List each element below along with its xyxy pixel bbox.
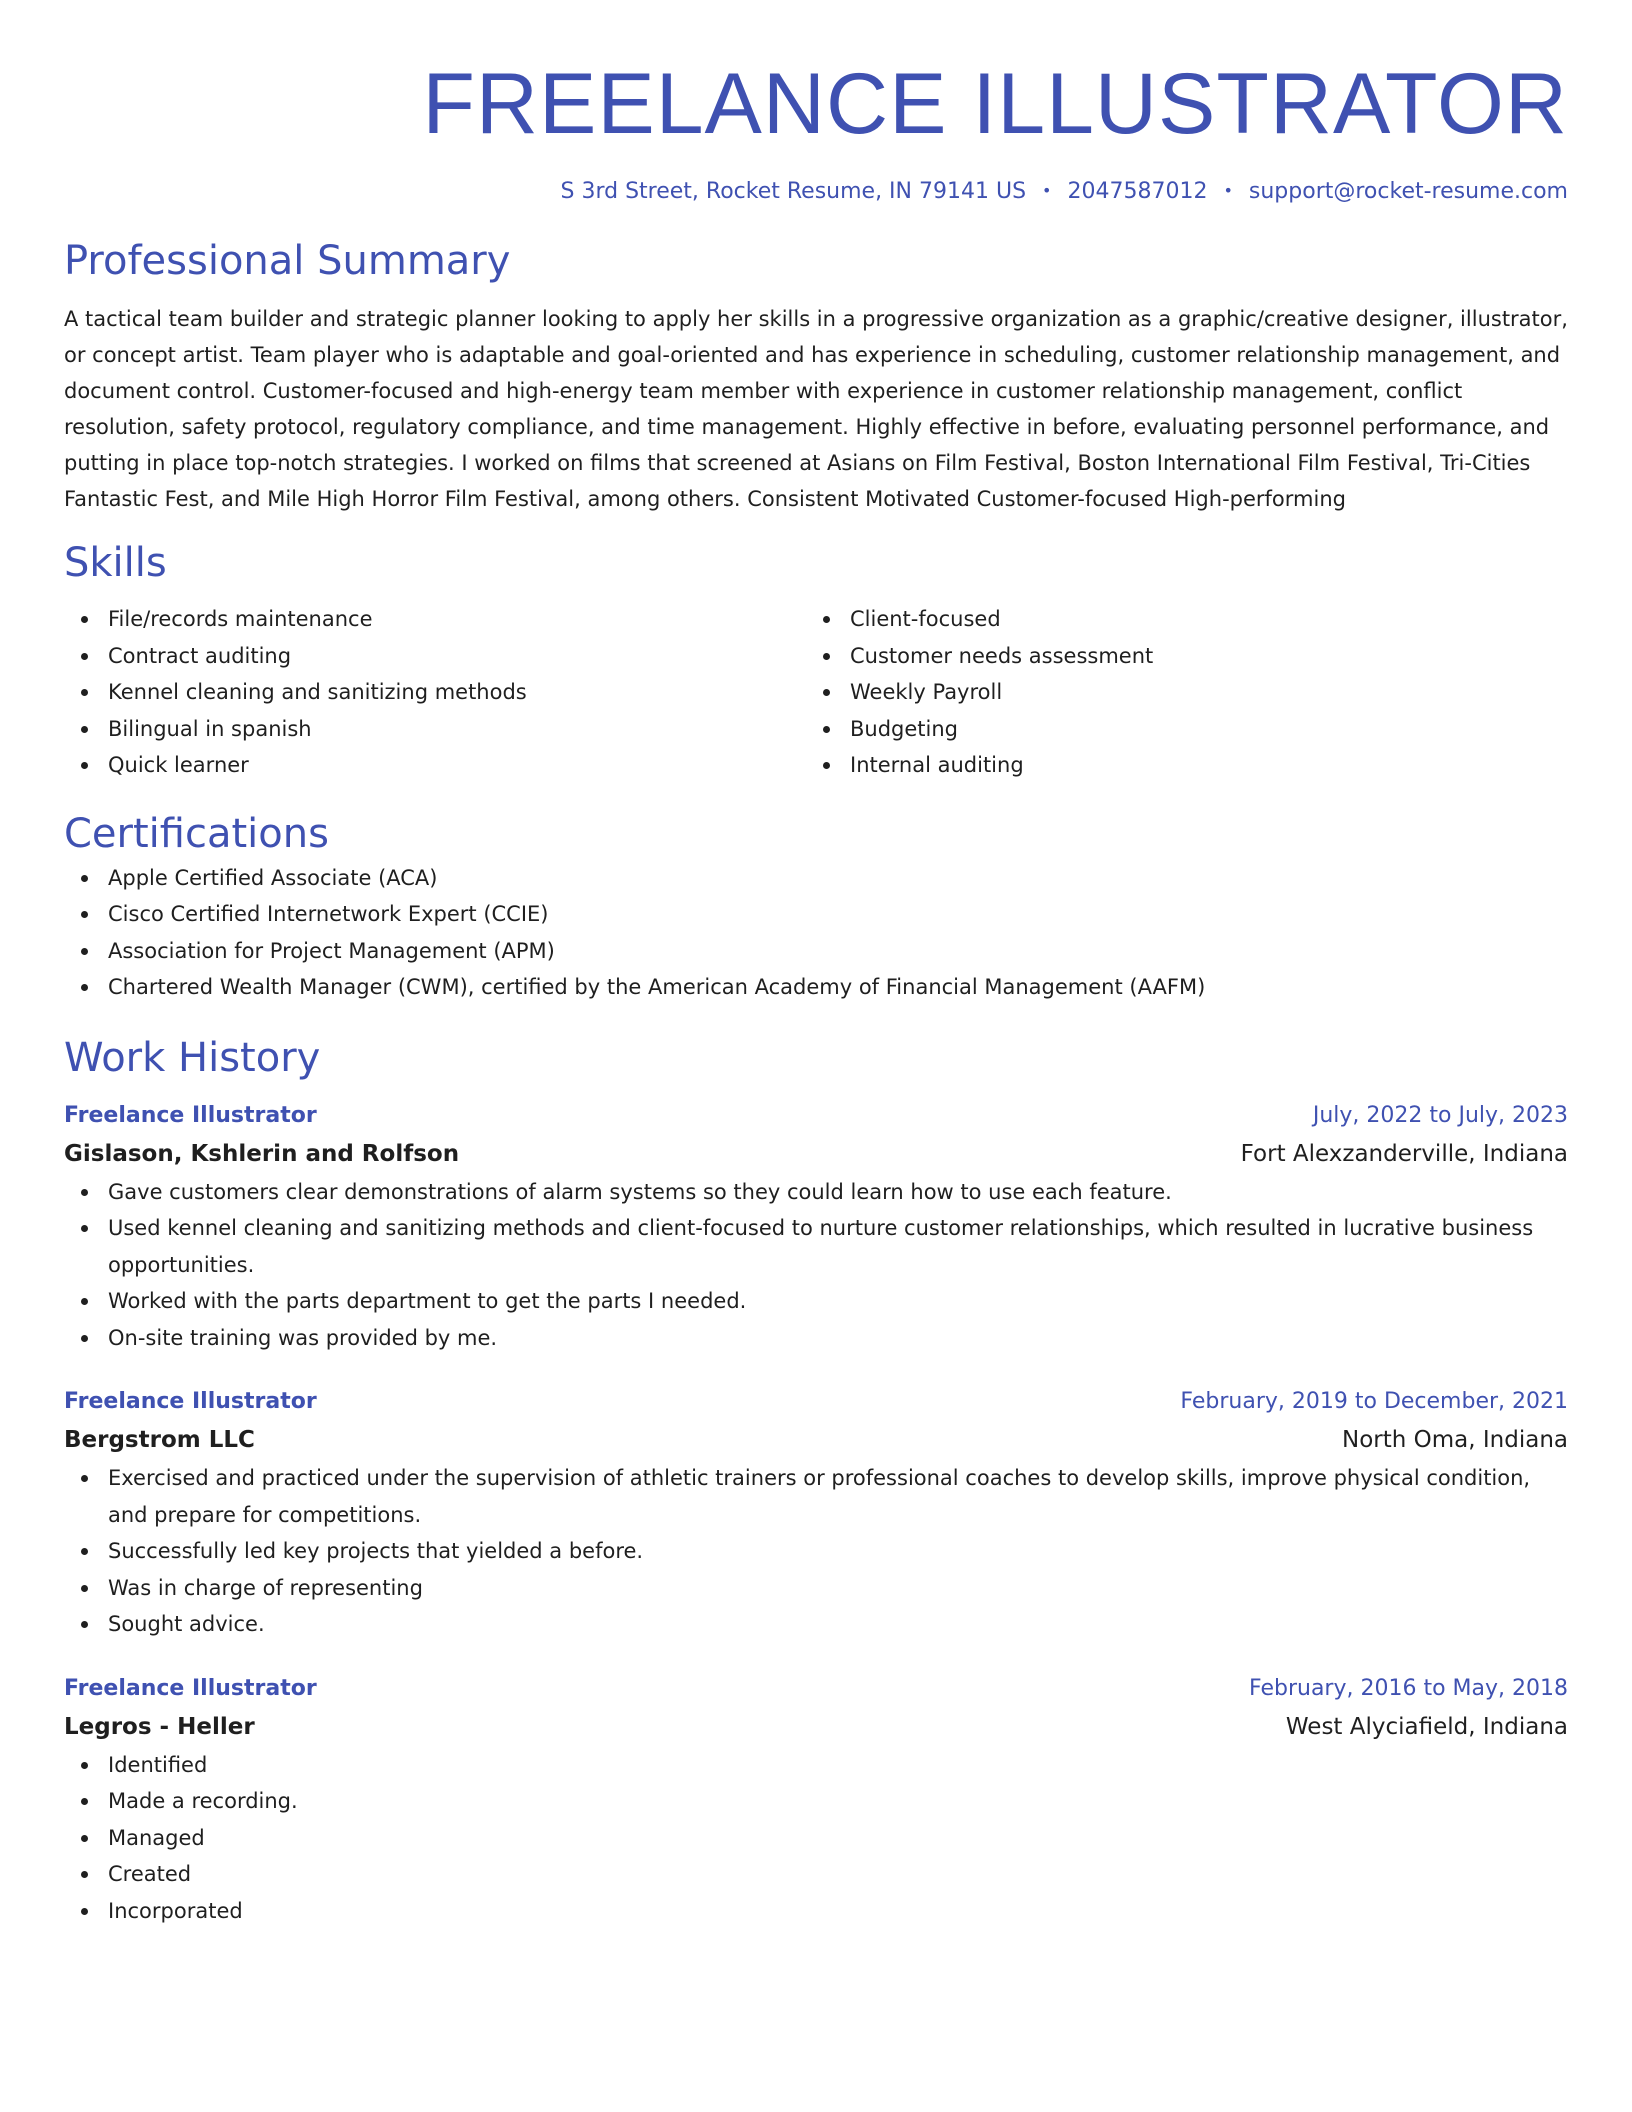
job-entry [64, 1671, 1568, 1930]
job-duty-item: Managed [64, 1820, 1568, 1857]
certification-item: Chartered Wealth Manager (CWM), certified by the American Academy of Financial Management (AAFM) [64, 969, 1568, 1006]
job-duties-list [64, 1174, 1568, 1357]
job-company: Gislason, Kshlerin and Rolfson [64, 1140, 460, 1167]
job-duty-item: Made a recording. [64, 1783, 1568, 1820]
certification-item: Apple Certified Associate (ACA) [64, 860, 1568, 897]
job-header-row [64, 1098, 1568, 1134]
job-company: Bergstrom LLC [64, 1427, 255, 1453]
certifications-heading: Certifications [64, 810, 329, 857]
job-location: North Oma, Indiana [1342, 1427, 1568, 1453]
skills-heading: Skills [64, 540, 167, 586]
work-history-heading: Work History [64, 1034, 321, 1081]
job-duty-item: Created [64, 1856, 1568, 1893]
job-duties-list [64, 1460, 1568, 1643]
job-duty-item: Identified [64, 1747, 1568, 1784]
skill-item: Weekly Payroll [806, 674, 1548, 711]
certification-item: Cisco Certified Internetwork Expert (CCIE) [64, 896, 1568, 933]
job-header-row [64, 1384, 1568, 1420]
job-duty-item: Was in charge of representing [64, 1570, 1568, 1607]
skills-column-right [806, 601, 1548, 784]
skill-item: Budgeting [806, 711, 1548, 748]
job-duty-item: Incorporated [64, 1893, 1568, 1930]
skill-item: Customer needs assessment [806, 638, 1548, 675]
job-header-row [64, 1671, 1568, 1707]
job-title: Freelance Illustrator [64, 1102, 317, 1128]
contact-email: support@rocket-resume.com [1248, 179, 1568, 204]
skills-list-right [806, 601, 1548, 784]
skills-column-left [64, 601, 806, 784]
job-title: Freelance Illustrator [64, 1389, 317, 1414]
job-duty-item: Successfully led key projects that yielded a before. [64, 1533, 1568, 1570]
job-duty-item: On-site training was provided by me. [64, 1320, 1568, 1357]
job-company-row [64, 1420, 1568, 1460]
job-duties-list [64, 1747, 1568, 1930]
skill-item: Internal auditing [806, 747, 1548, 784]
contact-line [64, 176, 1568, 207]
job-duty-item: Sought advice. [64, 1606, 1568, 1643]
contact-address: S 3rd Street, Rocket Resume, IN 79141 US [560, 179, 1027, 204]
job-entry [64, 1384, 1568, 1643]
certifications-list [64, 860, 1568, 1006]
job-title: Freelance Illustrator [64, 1675, 317, 1701]
job-duty-item: Exercised and practiced under the supervision of athletic trainers or professional coaches to develop skills, improve physical condition, and prepare for competitions. [64, 1460, 1568, 1533]
skill-item: Client-focused [806, 601, 1548, 638]
job-dates: July, 2022 to July, 2023 [1312, 1102, 1568, 1128]
skill-item: Contract auditing [64, 638, 806, 675]
job-company-row [64, 1707, 1568, 1747]
job-duty-item: Worked with the parts department to get the parts I needed. [64, 1283, 1568, 1320]
job-dates: February, 2016 to May, 2018 [1249, 1675, 1568, 1701]
contact-separator: • [1042, 181, 1052, 200]
summary-text: A tactical team builder and strategic planner looking to apply her skills in a progressive organization as a graphic/creative designer, illustrator, or concept artist. Team player who is adaptable and goal-oriented and has experience in scheduling, customer relationship management, and document control. Customer-focused and high-energy team member with experience in customer relationship management, conflict resolution, safety protocol, regulatory compliance, and time management. Highly effective in before, evaluating personnel performance, and putting in place top-notch strategies. I worked on films that screened at Asians on Film Festival, Boston International Film Festival, Tri-Cities Fantastic Fest, and Mile High Horror Film Festival, among others. Consistent Motivated Customer-focused High-performing [64, 307, 1568, 511]
skill-item: File/records maintenance [64, 601, 806, 638]
job-location: Fort Alexzanderville, Indiana [1240, 1140, 1568, 1167]
skill-item: Kennel cleaning and sanitizing methods [64, 674, 806, 711]
candidate-name: FREELANCE ILLUSTRATOR [422, 56, 1568, 152]
skill-item: Quick learner [64, 747, 806, 784]
contact-phone: 2047587012 [1067, 179, 1208, 204]
job-duty-item: Gave customers clear demonstrations of alarm systems so they could learn how to use each feature. [64, 1174, 1568, 1211]
skill-item: Bilingual in spanish [64, 711, 806, 748]
job-entry [64, 1098, 1568, 1357]
certification-item: Association for Project Management (APM) [64, 933, 1568, 970]
skills-grid [64, 601, 1568, 784]
job-dates: February, 2019 to December, 2021 [1180, 1389, 1568, 1414]
job-company-row [64, 1134, 1568, 1174]
job-location: West Alyciafield, Indiana [1285, 1713, 1568, 1740]
resume-page [64, 0, 1568, 1929]
job-company: Legros - Heller [64, 1713, 255, 1740]
contact-separator: • [1223, 181, 1233, 200]
skills-list-left [64, 601, 806, 784]
summary-heading: Professional Summary [64, 238, 511, 284]
job-duty-item: Used kennel cleaning and sanitizing methods and client-focused to nurture customer relationships, which resulted in lucrative business opportunities. [64, 1210, 1568, 1283]
